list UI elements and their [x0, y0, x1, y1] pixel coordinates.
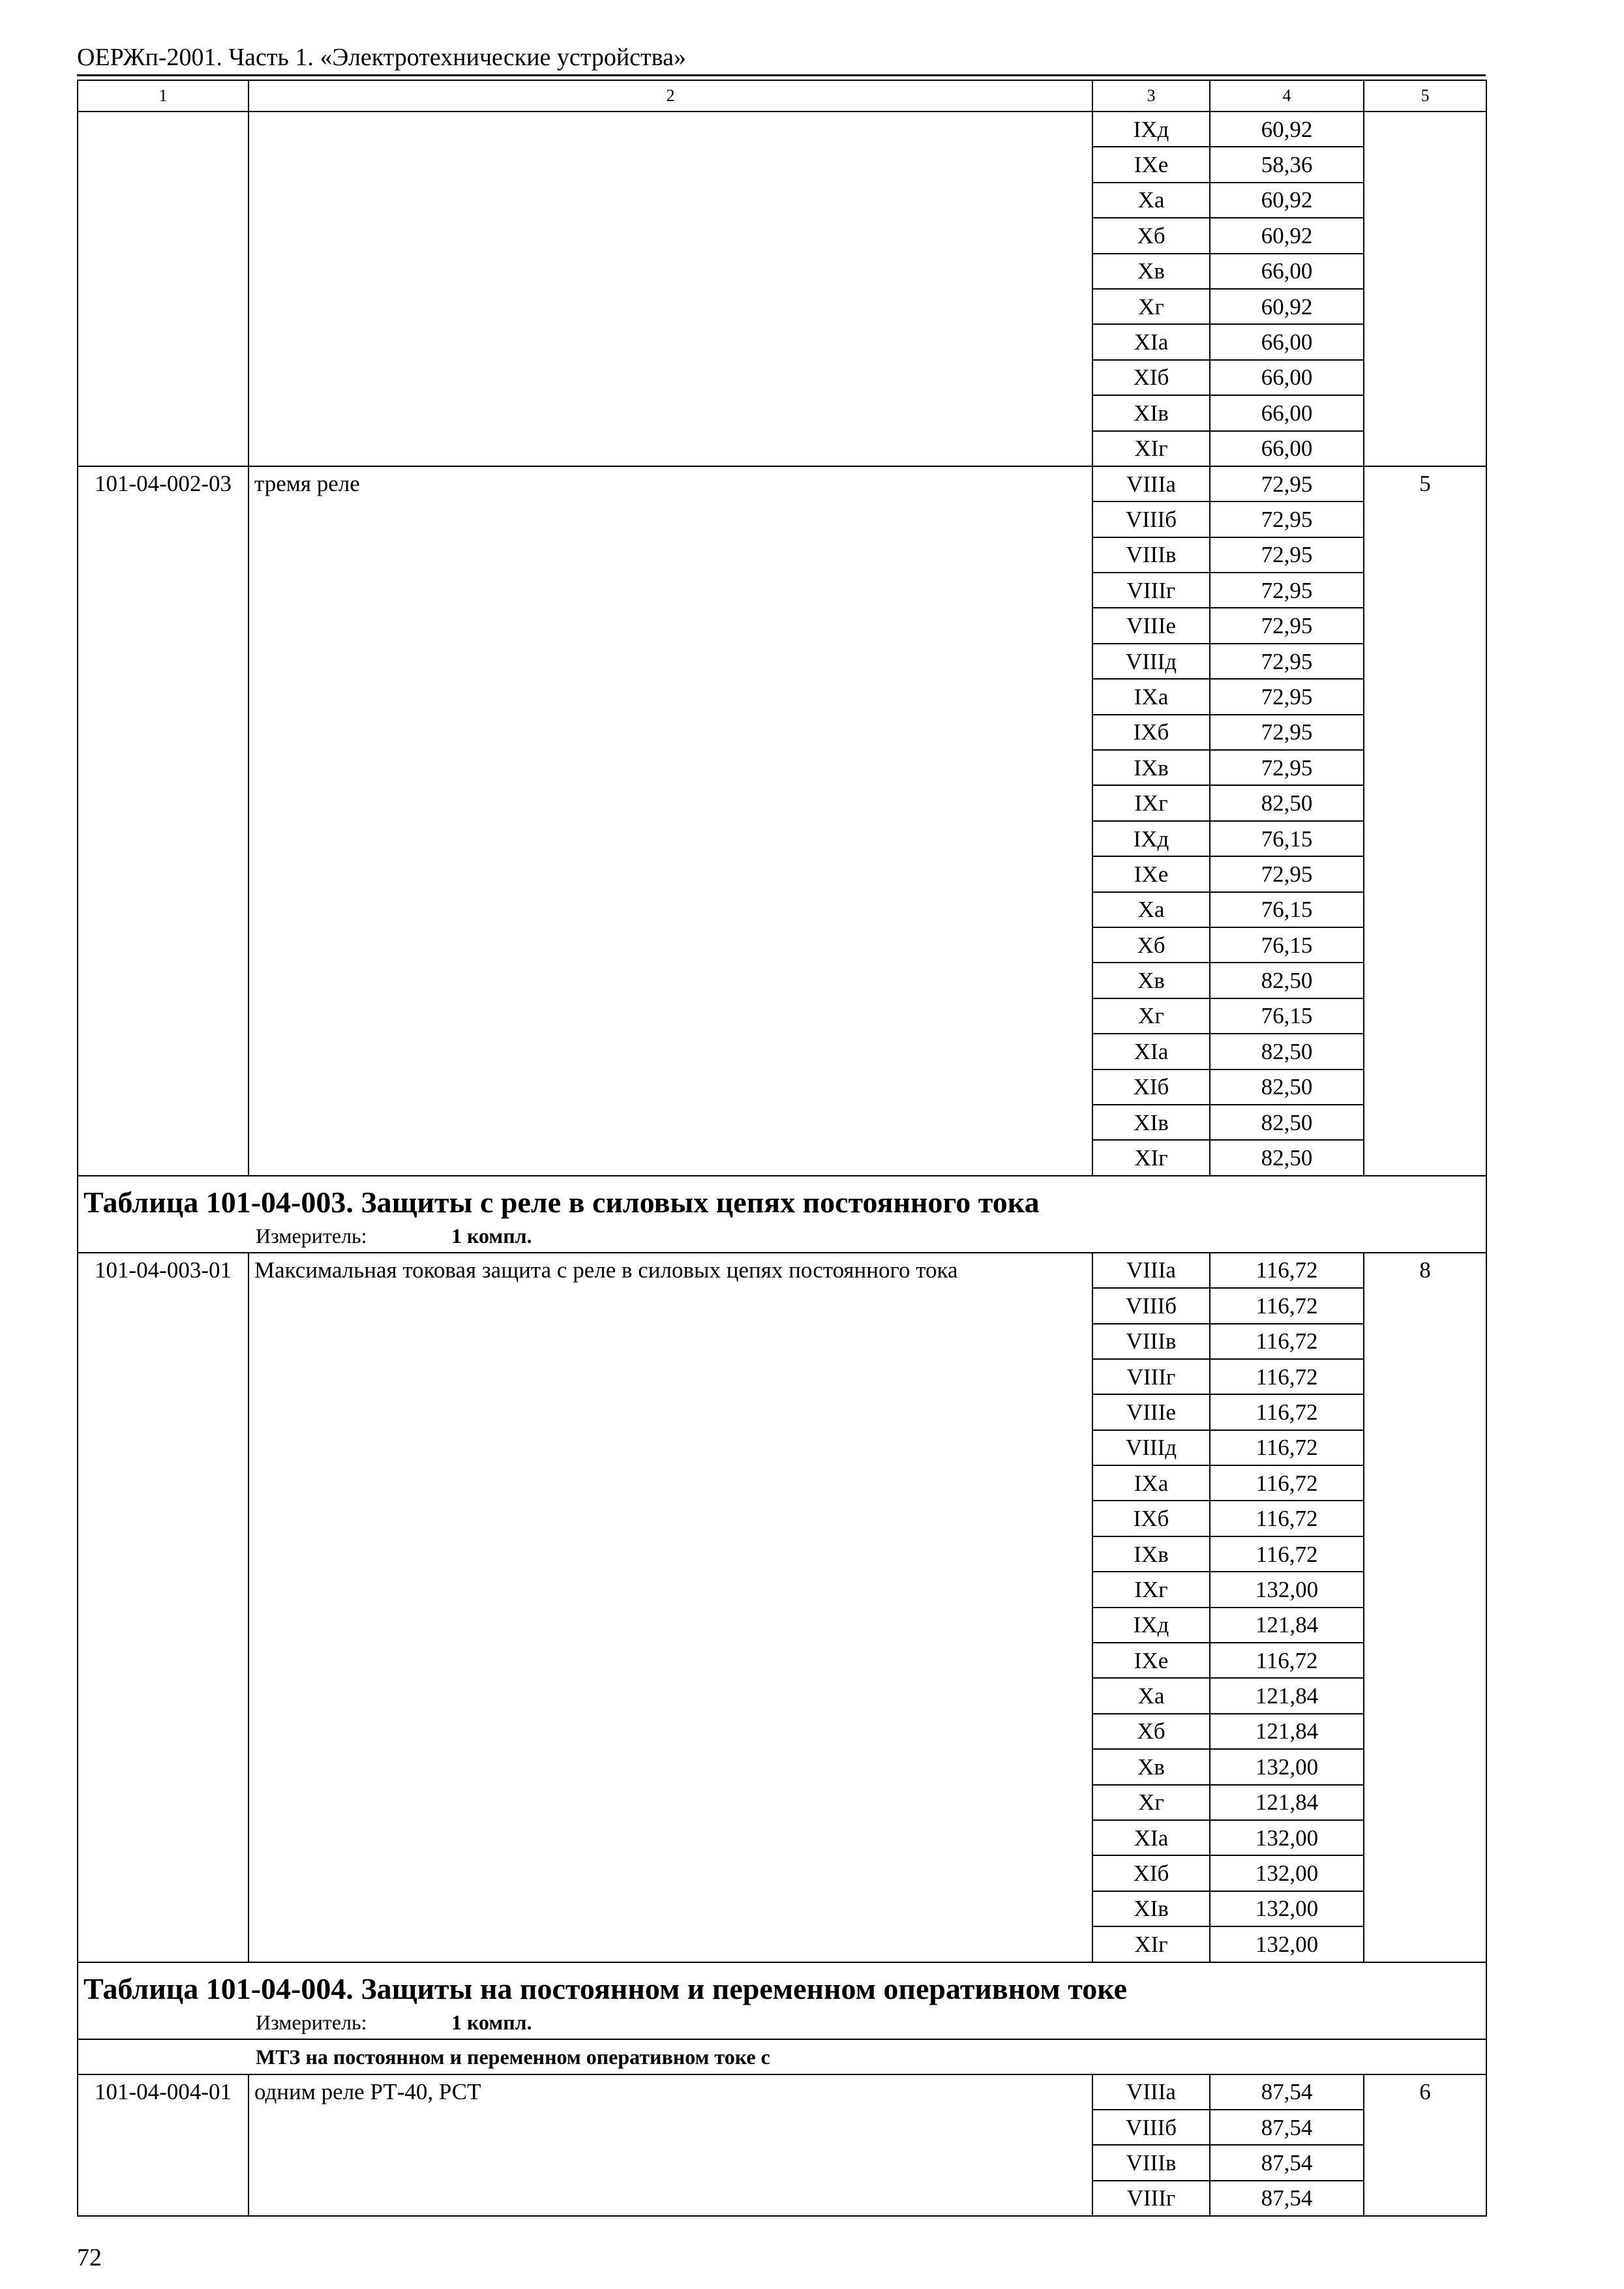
price-cell: 66,00	[1210, 431, 1364, 466]
unit-row	[78, 1220, 1486, 1253]
price-cell: 87,54	[1210, 2181, 1364, 2216]
zone-cell: IXб	[1092, 1501, 1210, 1536]
zone-cell: VIIIа	[1092, 466, 1210, 501]
column-number: 3	[1092, 80, 1210, 112]
zone-cell: IXб	[1092, 715, 1210, 750]
price-cell: 116,72	[1210, 1359, 1364, 1394]
price-cell: 76,15	[1210, 998, 1364, 1034]
zone-cell: Xб	[1092, 218, 1210, 253]
zone-cell: Xб	[1092, 1714, 1210, 1749]
zone-cell: IXе	[1092, 147, 1210, 182]
zone-cell: VIIIа	[1092, 2074, 1210, 2110]
unit-row	[78, 2007, 1486, 2039]
column-number-row	[78, 80, 1486, 112]
price-cell: 116,72	[1210, 1253, 1364, 1288]
unit-label: Измеритель:	[256, 2011, 367, 2035]
workers-cell: 8	[1364, 1253, 1486, 1962]
price-cell: 82,50	[1210, 1140, 1364, 1175]
zone-cell: IXг	[1092, 785, 1210, 820]
price-cell: 87,54	[1210, 2074, 1364, 2110]
zone-cell: Xв	[1092, 254, 1210, 289]
workers-cell	[1364, 112, 1486, 466]
price-cell: 132,00	[1210, 1891, 1364, 1926]
column-number: 4	[1210, 80, 1364, 112]
price-cell: 116,72	[1210, 1430, 1364, 1465]
zone-cell: VIIIе	[1092, 608, 1210, 643]
price-cell: 76,15	[1210, 821, 1364, 856]
price-cell: 66,00	[1210, 324, 1364, 359]
price-cell: 66,00	[1210, 360, 1364, 395]
table-row	[78, 1253, 1486, 1288]
zone-cell: IXд	[1092, 112, 1210, 147]
zone-cell: VIIIе	[1092, 1394, 1210, 1429]
price-cell: 72,95	[1210, 501, 1364, 537]
zone-cell: Xг	[1092, 998, 1210, 1034]
zone-cell: VIIIг	[1092, 1359, 1210, 1394]
price-cell: 72,95	[1210, 537, 1364, 573]
table-title: Таблица 101-04-003. Защиты с реле в силовых цепях постоянного тока	[78, 1176, 1486, 1220]
zone-cell: XIв	[1092, 395, 1210, 430]
zone-cell: VIIIб	[1092, 501, 1210, 537]
price-cell: 116,72	[1210, 1643, 1364, 1678]
zone-cell: XIв	[1092, 1891, 1210, 1926]
zone-cell: IXг	[1092, 1572, 1210, 1607]
zone-cell: Xв	[1092, 1749, 1210, 1784]
zone-cell: VIIIв	[1092, 1324, 1210, 1359]
price-cell: 76,15	[1210, 927, 1364, 963]
price-cell: 60,92	[1210, 289, 1364, 324]
price-cell: 72,95	[1210, 608, 1364, 643]
price-table	[77, 80, 1487, 2217]
item-code: 101-04-004-01	[78, 2074, 248, 2217]
price-cell: 66,00	[1210, 254, 1364, 289]
page-number: 72	[77, 2244, 102, 2271]
price-cell: 87,54	[1210, 2110, 1364, 2145]
workers-cell: 6	[1364, 2074, 1486, 2217]
subheading: МТЗ на постоянном и переменном оперативном токе с	[256, 2044, 770, 2069]
column-number: 5	[1364, 80, 1486, 112]
item-code: 101-04-003-01	[78, 1253, 248, 1962]
zone-cell: XIб	[1092, 1070, 1210, 1105]
zone-cell: XIа	[1092, 1820, 1210, 1855]
price-cell: 116,72	[1210, 1465, 1364, 1501]
price-cell: 82,50	[1210, 1034, 1364, 1069]
price-cell: 72,95	[1210, 679, 1364, 714]
price-cell: 82,50	[1210, 1105, 1364, 1140]
item-name: тремя реле	[248, 466, 1092, 1176]
price-cell: 116,72	[1210, 1536, 1364, 1572]
zone-cell: XIб	[1092, 360, 1210, 395]
item-name: Максимальная токовая защита с реле в силовых цепях постоянного тока	[248, 1253, 1092, 1962]
zone-cell: VIIIд	[1092, 1430, 1210, 1465]
zone-cell: Xб	[1092, 927, 1210, 963]
unit-cell	[78, 1220, 1486, 1253]
zone-cell: Xв	[1092, 963, 1210, 998]
item-code	[78, 112, 248, 466]
price-cell: 72,95	[1210, 856, 1364, 891]
price-cell: 60,92	[1210, 183, 1364, 218]
table-title: Таблица 101-04-004. Защиты на постоянном и переменном оперативном токе	[78, 1962, 1486, 2007]
zone-cell: VIIIв	[1092, 2145, 1210, 2180]
price-cell: 72,95	[1210, 466, 1364, 501]
zone-cell: VIIIг	[1092, 2181, 1210, 2216]
zone-cell: IXа	[1092, 679, 1210, 714]
zone-cell: VIIIа	[1092, 1253, 1210, 1288]
price-cell: 116,72	[1210, 1394, 1364, 1429]
price-cell: 121,84	[1210, 1678, 1364, 1713]
item-name	[248, 112, 1092, 466]
price-cell: 82,50	[1210, 963, 1364, 998]
column-number: 1	[78, 80, 248, 112]
zone-cell: Xг	[1092, 289, 1210, 324]
price-cell: 66,00	[1210, 395, 1364, 430]
zone-cell: IXа	[1092, 1465, 1210, 1501]
price-cell: 132,00	[1210, 1926, 1364, 1962]
table-title-row	[78, 1176, 1486, 1220]
unit-label: Измеритель:	[256, 1224, 367, 1248]
unit-cell	[78, 2007, 1486, 2039]
zone-cell: IXв	[1092, 1536, 1210, 1572]
table-row	[78, 466, 1486, 501]
zone-cell: IXв	[1092, 750, 1210, 785]
price-cell: 132,00	[1210, 1820, 1364, 1855]
price-cell: 72,95	[1210, 573, 1364, 608]
price-cell: 82,50	[1210, 785, 1364, 820]
price-cell: 116,72	[1210, 1501, 1364, 1536]
workers-cell: 5	[1364, 466, 1486, 1176]
zone-cell: XIа	[1092, 324, 1210, 359]
price-cell: 72,95	[1210, 715, 1364, 750]
zone-cell: IXе	[1092, 856, 1210, 891]
price-cell: 60,92	[1210, 218, 1364, 253]
zone-cell: Xг	[1092, 1785, 1210, 1820]
price-cell: 132,00	[1210, 1855, 1364, 1891]
price-cell: 72,95	[1210, 644, 1364, 679]
item-code: 101-04-002-03	[78, 466, 248, 1176]
price-cell: 132,00	[1210, 1749, 1364, 1784]
unit-value: 1 компл.	[451, 2011, 532, 2035]
zone-cell: IXд	[1092, 1608, 1210, 1643]
table-row	[78, 2074, 1486, 2110]
zone-cell: Xа	[1092, 892, 1210, 927]
price-cell: 121,84	[1210, 1608, 1364, 1643]
header-rule	[77, 74, 1486, 76]
price-cell: 121,84	[1210, 1714, 1364, 1749]
price-cell: 72,95	[1210, 750, 1364, 785]
zone-cell: VIIIб	[1092, 2110, 1210, 2145]
price-cell: 132,00	[1210, 1572, 1364, 1607]
subheading-row	[78, 2039, 1486, 2074]
price-cell: 58,36	[1210, 147, 1364, 182]
zone-cell: Xа	[1092, 1678, 1210, 1713]
item-name: одним реле РТ-40, РСТ	[248, 2074, 1092, 2217]
zone-cell: XIб	[1092, 1855, 1210, 1891]
zone-cell: VIIIв	[1092, 537, 1210, 573]
price-cell: 76,15	[1210, 892, 1364, 927]
zone-cell: IXе	[1092, 1643, 1210, 1678]
price-cell: 87,54	[1210, 2145, 1364, 2180]
zone-cell: VIIIб	[1092, 1288, 1210, 1323]
column-number: 2	[248, 80, 1092, 112]
zone-cell: VIIIг	[1092, 573, 1210, 608]
running-header: ОЕРЖп-2001. Часть 1. «Электротехнические устройства»	[77, 44, 686, 71]
zone-cell: XIг	[1092, 1926, 1210, 1962]
zone-cell: IXд	[1092, 821, 1210, 856]
table-row	[78, 112, 1486, 147]
price-cell: 82,50	[1210, 1070, 1364, 1105]
zone-cell: VIIIд	[1092, 644, 1210, 679]
zone-cell: XIа	[1092, 1034, 1210, 1069]
price-cell: 116,72	[1210, 1324, 1364, 1359]
price-cell: 116,72	[1210, 1288, 1364, 1323]
zone-cell: XIг	[1092, 431, 1210, 466]
zone-cell: XIг	[1092, 1140, 1210, 1175]
zone-cell: Xа	[1092, 183, 1210, 218]
table-title-row	[78, 1962, 1486, 2007]
price-cell: 121,84	[1210, 1785, 1364, 1820]
price-cell: 60,92	[1210, 112, 1364, 147]
zone-cell: XIв	[1092, 1105, 1210, 1140]
unit-value: 1 компл.	[451, 1224, 532, 1248]
subheading-cell	[78, 2039, 1486, 2074]
